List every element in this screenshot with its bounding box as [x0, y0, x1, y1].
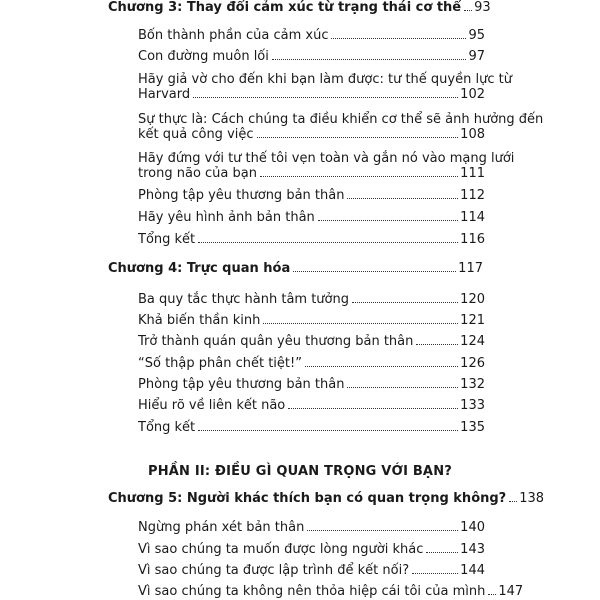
- page-number: 121: [460, 313, 485, 328]
- page-number: 108: [460, 127, 485, 142]
- dot-leader: [260, 176, 458, 177]
- dot-leader: [272, 59, 467, 60]
- page-number: 95: [468, 28, 485, 43]
- dot-leader: [307, 530, 458, 531]
- entry-title: Con đường muôn lối: [138, 49, 269, 64]
- page-number: 111: [460, 166, 485, 181]
- toc-entry[interactable]: [138, 112, 544, 142]
- entry-title: “Số thập phân chết tiệt!”: [138, 356, 302, 371]
- toc-entry[interactable]: [138, 563, 485, 578]
- chapter-title: Chương 4: Trực quan hóa: [108, 261, 291, 276]
- dot-leader: [464, 10, 472, 11]
- entry-title-line-1: Sự thực là: Cách chúng ta điều khiển cơ thể sẽ ảnh hưởng đến: [138, 112, 544, 127]
- entry-title: Vì sao chúng ta muốn được lòng người khác: [138, 542, 424, 557]
- toc-entry[interactable]: [138, 210, 485, 225]
- page-number: 132: [460, 377, 485, 392]
- dot-leader: [331, 38, 466, 39]
- dot-leader: [347, 198, 458, 199]
- page-number: 144: [460, 563, 485, 578]
- page-number: 117: [458, 261, 483, 276]
- dot-leader: [257, 137, 459, 138]
- entry-title-line-1: Hãy giả vờ cho đến khi bạn làm được: tư thế quyền lực từ: [138, 72, 512, 87]
- dot-leader: [347, 387, 458, 388]
- entry-title-line-1: Hãy đứng với tư thế tôi vẹn toàn và gắn nó vào mạng lưới: [138, 151, 515, 166]
- entry-title: Ba quy tắc thực hành tâm tưởng: [138, 292, 349, 307]
- dot-leader: [318, 220, 458, 221]
- entry-title: Vì sao chúng ta không nên thỏa hiệp cái tôi của mình: [138, 584, 486, 599]
- entry-title-line-2: kết quả công việc: [138, 127, 254, 142]
- page-number: 116: [460, 232, 485, 247]
- page-number: 135: [460, 420, 485, 435]
- dot-leader: [198, 430, 458, 431]
- toc-entry[interactable]: [138, 520, 485, 535]
- page-number: 120: [460, 292, 485, 307]
- dot-leader: [352, 302, 458, 303]
- dot-leader: [293, 271, 456, 272]
- page-number: 102: [460, 87, 485, 102]
- entry-title: Ngừng phán xét bản thân: [138, 520, 305, 535]
- chapter-title: Chương 3: Thay đổi cảm xúc từ trạng thái cơ thể: [108, 0, 462, 15]
- toc-entry[interactable]: [138, 334, 485, 349]
- toc-entry[interactable]: [138, 232, 485, 247]
- toc-entry[interactable]: [138, 151, 515, 181]
- entry-title: Tổng kết: [138, 420, 196, 435]
- toc-chapter-4[interactable]: [108, 261, 483, 276]
- page-number: 93: [474, 0, 491, 15]
- toc-chapter-5[interactable]: [108, 491, 545, 506]
- toc-entry[interactable]: [138, 72, 512, 102]
- dot-leader: [416, 344, 458, 345]
- dot-leader: [263, 323, 458, 324]
- toc-entry[interactable]: [138, 420, 485, 435]
- entry-title: Bốn thành phần của cảm xúc: [138, 28, 329, 43]
- dot-leader: [193, 97, 458, 98]
- dot-leader: [198, 242, 458, 243]
- entry-title-line-2: Harvard: [138, 87, 191, 102]
- entry-title: Phòng tập yêu thương bản thân: [138, 188, 345, 203]
- entry-title: Vì sao chúng ta được lập trình để kết nối?: [138, 563, 410, 578]
- toc-entry[interactable]: [138, 292, 485, 307]
- dot-leader: [305, 366, 458, 367]
- page-number: 143: [460, 542, 485, 557]
- toc-chapter-3[interactable]: [108, 0, 491, 15]
- toc-entry[interactable]: [138, 398, 485, 413]
- dot-leader: [509, 501, 517, 502]
- chapter-title: Chương 5: Người khác thích bạn có quan trọng không?: [108, 491, 507, 506]
- part-heading: PHẦN II: ĐIỀU GÌ QUAN TRỌNG VỚI BẠN?: [147, 464, 453, 479]
- toc-entry[interactable]: [138, 313, 485, 328]
- page-number: 112: [460, 188, 485, 203]
- dot-leader: [488, 594, 496, 595]
- toc-entry[interactable]: [138, 49, 485, 64]
- toc-entry[interactable]: [138, 188, 485, 203]
- entry-title: Tổng kết: [138, 232, 196, 247]
- dot-leader: [412, 573, 458, 574]
- dot-leader: [426, 552, 458, 553]
- page-number: 138: [519, 491, 545, 506]
- page-number: 97: [468, 49, 485, 64]
- page-number: 133: [460, 398, 485, 413]
- toc-entry[interactable]: [138, 542, 485, 557]
- toc-entry[interactable]: [138, 28, 485, 43]
- entry-title-line-2: trong não của bạn: [138, 166, 257, 181]
- page-number: 126: [460, 356, 485, 371]
- page-number: 147: [498, 584, 524, 599]
- toc-entry[interactable]: [138, 377, 485, 392]
- page-number: 140: [460, 520, 485, 535]
- page-number: 124: [460, 334, 485, 349]
- entry-title: Trở thành quán quân yêu thương bản thân: [138, 334, 414, 349]
- entry-title: Khả biến thần kinh: [138, 313, 261, 328]
- toc-entry[interactable]: [138, 356, 485, 371]
- entry-title: Hiểu rõ về liên kết não: [138, 398, 286, 413]
- toc-entry[interactable]: [138, 584, 524, 599]
- dot-leader: [288, 408, 458, 409]
- entry-title: Hãy yêu hình ảnh bản thân: [138, 210, 315, 225]
- page-number: 114: [460, 210, 485, 225]
- entry-title: Phòng tập yêu thương bản thân: [138, 377, 345, 392]
